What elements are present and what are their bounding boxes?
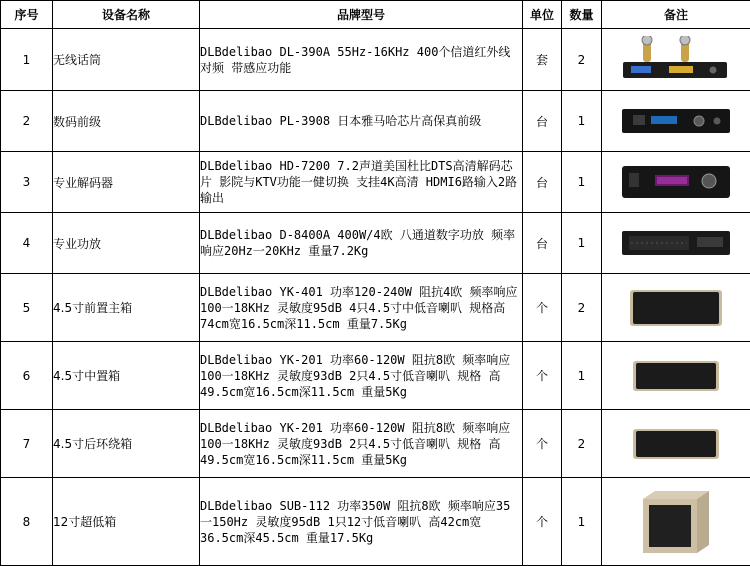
table-row bbox=[1, 274, 750, 342]
table-row bbox=[1, 29, 750, 91]
center-speaker-icon bbox=[631, 358, 721, 394]
quantity: 1 bbox=[562, 342, 602, 410]
brand-model: DLBdelibao PL-3908 日本雅马哈芯片高保真前级 bbox=[200, 91, 523, 152]
header-index: 序号 bbox=[1, 1, 53, 29]
unit: 台 bbox=[523, 213, 562, 274]
quantity: 2 bbox=[562, 410, 602, 478]
brand-model: DLBdelibao SUB-112 功率350W 阻抗8欧 频率响应35一150Hz 灵敏度95dB 1只12寸低音喇叭 高42cm宽36.5cm深45.5cm 重量17.5Kg bbox=[200, 478, 523, 566]
device-name: 4.5寸后环绕箱 bbox=[53, 410, 200, 478]
quantity: 2 bbox=[562, 274, 602, 342]
row-index: 4 bbox=[1, 213, 53, 274]
device-name: 数码前级 bbox=[53, 91, 200, 152]
table-row bbox=[1, 152, 750, 213]
table-row bbox=[1, 342, 750, 410]
device-name: 专业解码器 bbox=[53, 152, 200, 213]
table-row bbox=[1, 478, 750, 566]
unit: 套 bbox=[523, 29, 562, 91]
row-index: 2 bbox=[1, 91, 53, 152]
unit: 台 bbox=[523, 91, 562, 152]
brand-model: DLBdelibao YK-201 功率60-120W 阻抗8欧 频率响应100一18KHz 灵敏度93dB 2只4.5寸低音喇叭 规格 高49.5cm宽16.5cm深11.5cm 重量5Kg bbox=[200, 410, 523, 478]
brand-model: DLBdelibao YK-201 功率60-120W 阻抗8欧 频率响应100一18KHz 灵敏度93dB 2只4.5寸低音喇叭 规格 高49.5cm宽16.5cm深11.5cm 重量5Kg bbox=[200, 342, 523, 410]
unit: 个 bbox=[523, 478, 562, 566]
unit: 个 bbox=[523, 410, 562, 478]
unit: 台 bbox=[523, 152, 562, 213]
header-row bbox=[1, 1, 750, 29]
power-amplifier-icon bbox=[621, 227, 731, 259]
decoder-icon bbox=[621, 163, 731, 201]
header-device-name: 设备名称 bbox=[53, 1, 200, 29]
brand-model: DLBdelibao D-8400A 400W/4欧 八通道数字功放 频率响应20Hz一20KHz 重量7.2Kg bbox=[200, 213, 523, 274]
header-remarks: 备注 bbox=[602, 1, 750, 29]
front-speaker-icon bbox=[628, 287, 724, 329]
row-index: 6 bbox=[1, 342, 53, 410]
device-name: 12寸超低箱 bbox=[53, 478, 200, 566]
table-row bbox=[1, 213, 750, 274]
row-index: 8 bbox=[1, 478, 53, 566]
device-name: 专业功放 bbox=[53, 213, 200, 274]
surround-speaker-icon bbox=[631, 426, 721, 462]
row-index: 1 bbox=[1, 29, 53, 91]
row-index: 3 bbox=[1, 152, 53, 213]
subwoofer-icon bbox=[639, 489, 713, 555]
device-name: 4.5寸前置主箱 bbox=[53, 274, 200, 342]
table-row bbox=[1, 91, 750, 152]
quantity: 2 bbox=[562, 29, 602, 91]
header-brand-model: 品牌型号 bbox=[200, 1, 523, 29]
quantity: 1 bbox=[562, 152, 602, 213]
brand-model: DLBdelibao HD-7200 7.2声道美国杜比DTS高清解码芯片 影院与KTV功能一健切换 支挂4K高清 HDMI6路输入2路输出 bbox=[200, 152, 523, 213]
brand-model: DLBdelibao YK-401 功率120-240W 阻抗4欧 频率响应100一18KHz 灵敏度95dB 4只4.5寸中低音喇叭 规格高74cm宽16.5cm深11.5cm 重量7.5Kg bbox=[200, 274, 523, 342]
device-name: 4.5寸中置箱 bbox=[53, 342, 200, 410]
device-name: 无线话筒 bbox=[53, 29, 200, 91]
wireless-microphone-receiver-icon bbox=[621, 36, 731, 84]
header-quantity: 数量 bbox=[562, 1, 602, 29]
quantity: 1 bbox=[562, 91, 602, 152]
preamplifier-icon bbox=[621, 105, 731, 137]
brand-model: DLBdelibao DL-390A 55Hz-16KHz 400个信道红外线对频 带感应功能 bbox=[200, 29, 523, 91]
header-unit: 单位 bbox=[523, 1, 562, 29]
quantity: 1 bbox=[562, 213, 602, 274]
table-row bbox=[1, 410, 750, 478]
unit: 个 bbox=[523, 274, 562, 342]
row-index: 5 bbox=[1, 274, 53, 342]
quantity: 1 bbox=[562, 478, 602, 566]
row-index: 7 bbox=[1, 410, 53, 478]
unit: 个 bbox=[523, 342, 562, 410]
